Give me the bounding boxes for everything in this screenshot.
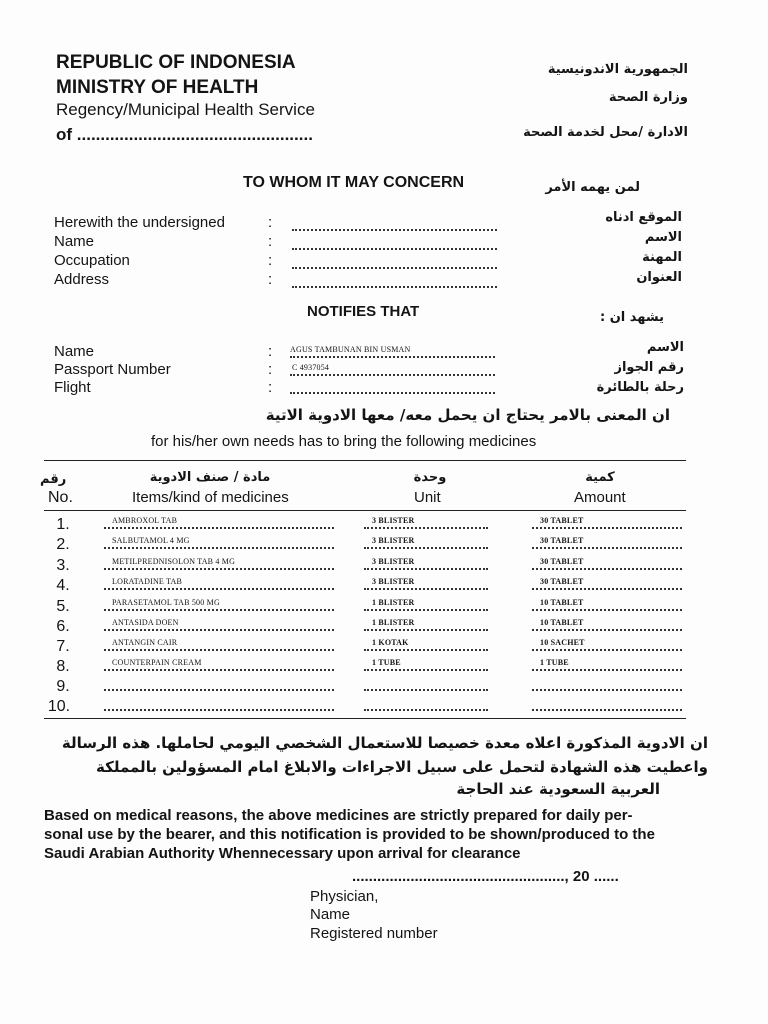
bearer-name-field [290, 344, 495, 358]
medicine-amount: 30 TABLET [540, 557, 584, 566]
header-arabic-republic: الجمهورية الاندونيسية [547, 62, 688, 77]
header-of-line: of .................................................. [56, 125, 313, 144]
undersigned-name-label: Name [54, 233, 95, 250]
undersigned-arabic: الموقع ادناه [605, 210, 682, 225]
arabic-statement-line1: ان الادوية المذكورة اعلاه معدة خصيصا للاستعمال الشخصي اليومي لحاملها. هذه الرسالة [61, 734, 708, 752]
passport-label: Passport Number [54, 361, 171, 378]
row-number: 6. [56, 618, 70, 635]
row-number: 2. [56, 536, 70, 553]
table-col-amount: Amount [574, 489, 626, 506]
header-arabic-service: الادارة /محل لخدمة الصحة [523, 125, 688, 140]
medicine-name: PARASETAMOL TAB 500 MG [112, 598, 220, 607]
row-number: 4. [56, 577, 70, 594]
header-health-service: Regency/Municipal Health Service [56, 100, 315, 119]
table-header-rule [44, 510, 686, 511]
table-col-no: No. [48, 489, 73, 506]
colon: : [268, 271, 273, 288]
medicine-amount: 1 TUBE [540, 658, 569, 667]
table-row [48, 676, 688, 697]
statement-line1: Based on medical reasons, the above medicines are strictly prepared for daily per- [44, 807, 633, 824]
table-col-unit: Unit [414, 489, 441, 506]
bearer-arabic-flight: رحلة بالطائرة [596, 380, 684, 395]
medicine-name: COUNTERPAIN CREAM [112, 658, 202, 667]
table-row [48, 616, 688, 637]
row-number: 10. [47, 698, 71, 715]
colon: : [268, 379, 273, 396]
physician-name-label: Name [310, 906, 351, 923]
row-number: 9. [56, 678, 70, 695]
medicine-name: SALBUTAMOL 4 MG [112, 536, 190, 545]
table-arabic-no: رقم [40, 472, 67, 487]
row-number: 3. [56, 557, 70, 574]
table-row [48, 555, 688, 576]
table-top-rule [44, 460, 686, 461]
arabic-statement-line2: واعطيت هذه الشهادة لتحمل على سبيل الاجراءات والابلاغ امام المسؤولين بالمملكة [96, 758, 708, 776]
statement-line3: Saudi Arabian Authority Whennecessary upon arrival for clearance [44, 845, 521, 862]
colon: : [268, 343, 273, 360]
passport-value: C 4937054 [292, 363, 330, 372]
physician-label: Physician, [310, 888, 379, 905]
intro-english: for his/her own needs has to bring the following medicines [151, 433, 537, 450]
row-number: 8. [56, 658, 70, 675]
medicine-unit: 3 BLISTER [372, 557, 415, 566]
date-line: ..................................................., 20 ...... [352, 868, 619, 885]
concern-arabic: لمن يهمه الأمر [545, 180, 640, 195]
colon: : [268, 361, 273, 378]
table-row [48, 696, 688, 717]
bearer-name-value: AGUS TAMBUNAN BIN USMAN [290, 345, 411, 354]
medicine-amount: 10 SACHET [540, 638, 585, 647]
bearer-arabic-name: الاسم [646, 340, 684, 355]
table-arabic-amount: كمية [585, 470, 615, 485]
row-number: 1. [56, 516, 70, 533]
intro-arabic: ان المعنى بالامر يحتاج ان يحمل معه/ معها الادوية الاتية [265, 406, 670, 424]
medicine-amount: 30 TABLET [540, 516, 584, 525]
concern-title: TO WHOM IT MAY CONCERN [243, 174, 465, 191]
table-col-items: Items/kind of medicines [132, 489, 289, 506]
medicine-name: ANTASIDA DOEN [112, 618, 179, 627]
header-arabic-ministry: وزارة الصحة [608, 90, 688, 105]
medicine-amount: 10 TABLET [540, 618, 584, 627]
bearer-arabic-passport: رقم الجواز [614, 360, 684, 375]
notifies-arabic: يشهد ان : [599, 310, 664, 325]
table-row [48, 514, 688, 535]
notifies-title: NOTIFIES THAT [307, 303, 420, 320]
header-ministry: MINISTRY OF HEALTH [56, 77, 259, 98]
undersigned-label: Herewith the undersigned [54, 214, 225, 231]
colon: : [268, 252, 273, 269]
undersigned-name-field [292, 236, 497, 250]
medicine-unit: 3 BLISTER [372, 577, 415, 586]
table-arabic-unit: وحدة [413, 470, 447, 485]
undersigned-address-label: Address [54, 271, 110, 288]
arabic-statement-line3: العربية السعودية عند الحاجة [456, 780, 660, 798]
medicine-name: ANTANGIN CAIR [112, 638, 178, 647]
colon: : [268, 233, 273, 250]
undersigned-field [292, 217, 497, 231]
table-row [48, 656, 688, 677]
medicine-name: METILPREDNISOLON TAB 4 MG [112, 557, 236, 566]
table-bottom-rule [44, 718, 686, 719]
passport-field [290, 362, 495, 376]
flight-label: Flight [54, 379, 91, 396]
undersigned-occupation-field [292, 255, 497, 269]
medicine-unit: 1 KOTAK [372, 638, 409, 647]
undersigned-address-field [292, 274, 497, 288]
table-arabic-items: مادة / صنف الادوية [149, 470, 271, 485]
medicine-name: AMBROXOL TAB [112, 516, 178, 525]
medicine-unit: 3 BLISTER [372, 536, 415, 545]
row-number: 5. [56, 598, 70, 615]
medicine-amount: 10 TABLET [540, 598, 584, 607]
table-row [48, 575, 688, 596]
statement-line2: sonal use by the bearer, and this notification is provided to be shown/produced to the [44, 826, 655, 843]
medicine-name: LORATADINE TAB [112, 577, 183, 586]
row-number: 7. [56, 638, 70, 655]
bearer-name-label: Name [54, 343, 95, 360]
registered-number-label: Registered number [310, 925, 438, 942]
table-row [48, 596, 688, 617]
header-republic: REPUBLIC OF INDONESIA [56, 52, 296, 73]
colon: : [268, 214, 273, 231]
medicine-unit: 1 BLISTER [372, 598, 415, 607]
undersigned-arabic-name: الاسم [644, 230, 682, 245]
undersigned-arabic-occupation: المهنة [642, 250, 682, 265]
undersigned-occupation-label: Occupation [54, 252, 130, 269]
table-row [48, 636, 688, 657]
medicine-unit: 3 BLISTER [372, 516, 415, 525]
undersigned-arabic-address: العنوان [636, 270, 682, 285]
medicine-amount: 30 TABLET [540, 577, 584, 586]
flight-field [290, 380, 495, 394]
medicine-amount: 30 TABLET [540, 536, 584, 545]
table-row [48, 534, 688, 555]
medicine-unit: 1 TUBE [372, 658, 401, 667]
medicine-unit: 1 BLISTER [372, 618, 415, 627]
